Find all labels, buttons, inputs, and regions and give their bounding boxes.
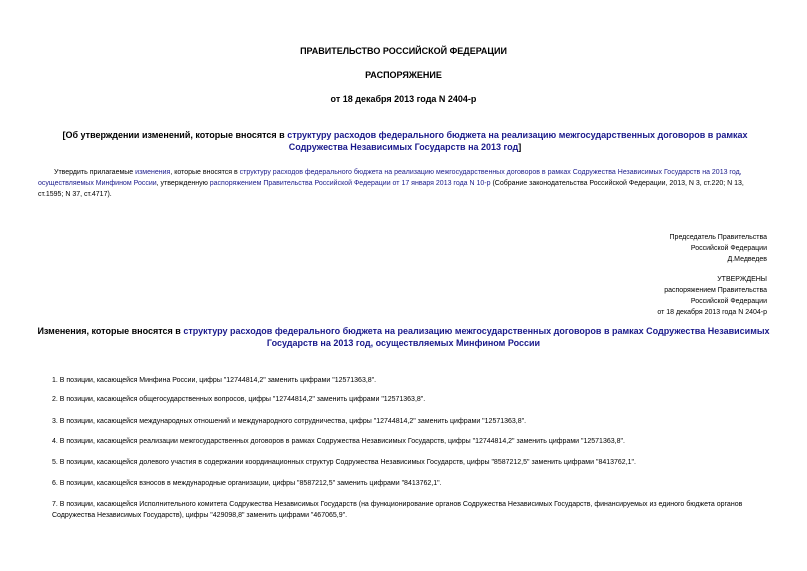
approval-block bbox=[547, 274, 767, 318]
subject-prefix: [Об утверждении изменений, которые вносятся в bbox=[62, 130, 288, 140]
list-item-text: 5. В позиции, касающейся долевого участия в содержании координационных структур Содружества Независимых Государств, цифры "8587212,5" заменить цифрами "8413762,1". bbox=[52, 459, 636, 466]
changes-title-prefix: Изменения, которые вносятся в bbox=[37, 326, 184, 336]
list-item-text: 2. В позиции, касающейся общегосударственных вопросов, цифры "12744814,2" заменить цифрами "12571363,8". bbox=[52, 396, 426, 403]
changes-title bbox=[30, 325, 777, 349]
document-type: РАСПОРЯЖЕНИЕ bbox=[365, 70, 442, 80]
intro-text-1: Утвердить прилагаемые bbox=[54, 169, 136, 176]
document-date-number: от 18 декабря 2013 года N 2404-р bbox=[330, 94, 477, 104]
signature-country: Российской Федерации bbox=[690, 245, 767, 252]
intro-paragraph bbox=[38, 167, 770, 200]
approval-date: от 18 декабря 2013 года N 2404-р bbox=[657, 309, 767, 316]
list-item-text: 6. В позиции, касающейся взносов в международные организации, цифры "8587212,5" заменить цифрами "8413762,1". bbox=[52, 480, 442, 487]
signature-position: Председатель Правительства bbox=[669, 234, 767, 241]
list-item bbox=[38, 375, 773, 386]
changes-link[interactable]: изменения bbox=[135, 169, 171, 176]
signature-block bbox=[547, 232, 767, 265]
list-item-text: 4. В позиции, касающейся реализации межгосударственных договоров в рамках Содружества Независимых Государств, цифры "12744814,2" заменить цифрами "12571363,8". bbox=[52, 438, 625, 445]
document-subject bbox=[40, 129, 770, 153]
list-item-text: 1. В позиции, касающейся Минфина России, цифры "12744814,2" заменить цифрами "12571363,8". bbox=[52, 377, 377, 384]
list-item-text: 3. В позиции, касающейся международных отношений и международного сотрудничества, цифры "12744814,2" заменить цифрами "12571363,8". bbox=[52, 418, 527, 425]
subject-suffix: ] bbox=[518, 142, 522, 152]
signature-name: Д.Медведев bbox=[727, 256, 767, 263]
list-item bbox=[38, 457, 773, 468]
approval-heading: УТВЕРЖДЕНЫ bbox=[717, 276, 767, 283]
intro-text-3: , утвержденную bbox=[156, 180, 210, 187]
intro-text-2: , которые вносятся в bbox=[170, 169, 240, 176]
list-item bbox=[38, 436, 773, 447]
structure-link[interactable]: структуру расходов федерального бюджета на реализацию межгосударственных договоров в рамках Содружества Независимых Государств на 2013 год, осуществляемых Минфином России bbox=[38, 169, 742, 187]
subject-link[interactable]: структуру расходов федерального бюджета на реализацию межгосударственных договоров в рамках Содружества Независимых Государств на 2013 год bbox=[287, 130, 748, 152]
list-item bbox=[38, 416, 773, 427]
list-item bbox=[38, 394, 773, 405]
government-name: ПРАВИТЕЛЬСТВО РОССИЙСКОЙ ФЕДЕРАЦИИ bbox=[300, 46, 507, 56]
changes-title-link[interactable]: структуру расходов федерального бюджета на реализацию межгосударственных договоров в рамках Содружества Независимых Государств на 2013 год, осуществляемых Минфином России bbox=[183, 326, 770, 348]
approval-by: распоряжением Правительства bbox=[664, 287, 767, 294]
list-item bbox=[38, 478, 773, 489]
list-item-text: 7. В позиции, касающейся Исполнительного комитета Содружества Независимых Государств (на функционирование органов Содружества Независимых Государств, финансируемых из единого бюджета органов Содружества Независимых Государств), цифры "429098,8" заменить цифрами "467065,9". bbox=[52, 501, 743, 519]
decree-link[interactable]: распоряжением Правительства Российской Федерации от 17 января 2013 года N 10-р bbox=[209, 180, 491, 187]
list-item bbox=[38, 499, 773, 521]
approval-country: Российской Федерации bbox=[690, 298, 767, 305]
intro-text-4: (Собрание законодательства Российской Федерации, 2013, N 3, ст.220; N 13, ст.1595; N 37, ст.4717). bbox=[38, 180, 744, 198]
